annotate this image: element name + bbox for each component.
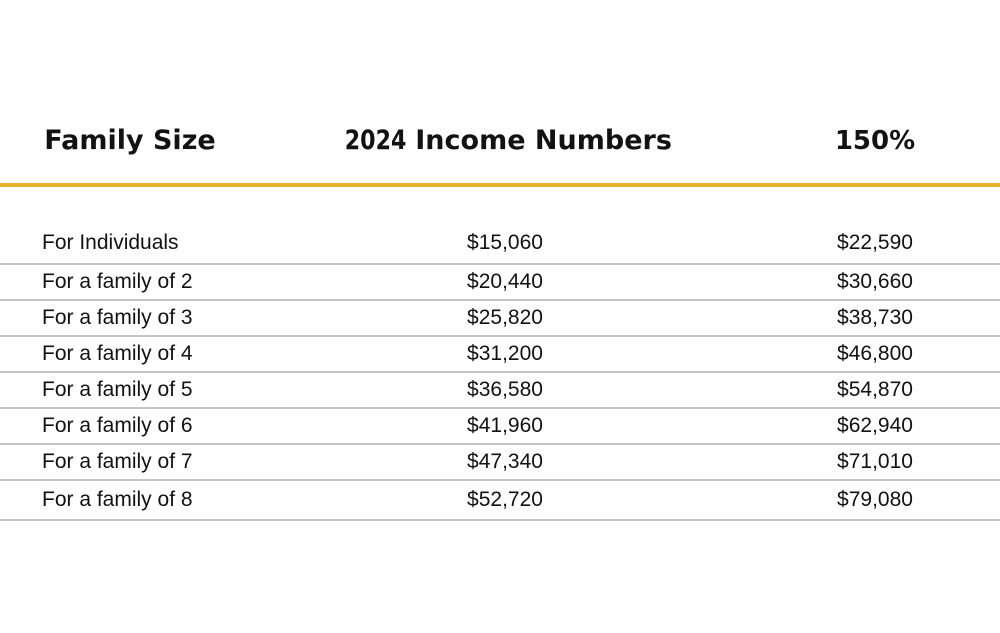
table-header-row xyxy=(0,0,1000,183)
income-2024-value: $31,200 xyxy=(467,342,543,366)
table-row xyxy=(0,187,1000,265)
row-label: For a family of 4 xyxy=(42,342,193,366)
income-2024-value: $52,720 xyxy=(467,488,543,512)
pct-150-value: $38,730 xyxy=(837,306,913,330)
income-2024-value: $20,440 xyxy=(467,270,543,294)
row-label: For a family of 8 xyxy=(42,488,193,512)
header-income-label: Income Numbers xyxy=(415,124,672,156)
pct-150-value: $46,800 xyxy=(837,342,913,366)
row-label: For a family of 7 xyxy=(42,450,193,474)
income-2024-value: $41,960 xyxy=(467,414,543,438)
table-row xyxy=(0,445,1000,481)
income-2024-value: $36,580 xyxy=(467,378,543,402)
pct-150-value: $71,010 xyxy=(837,450,913,474)
pct-150-value: $54,870 xyxy=(837,378,913,402)
income-2024-value: $47,340 xyxy=(467,450,543,474)
row-label: For a family of 2 xyxy=(42,270,193,294)
row-label: For a family of 3 xyxy=(42,306,193,330)
income-2024-value: $15,060 xyxy=(467,230,543,254)
column-header-income-numbers xyxy=(260,124,750,183)
pct-150-value: $22,590 xyxy=(837,230,913,254)
table-row xyxy=(0,337,1000,373)
table-row xyxy=(0,265,1000,301)
table-row xyxy=(0,373,1000,409)
row-label: For a family of 6 xyxy=(42,414,193,438)
column-header-family-size: Family Size xyxy=(44,124,216,156)
row-label: For Individuals xyxy=(42,230,179,254)
table-row xyxy=(0,481,1000,521)
row-label: For a family of 5 xyxy=(42,378,193,402)
pct-150-value: $30,660 xyxy=(837,270,913,294)
table-row xyxy=(0,409,1000,445)
pct-150-value: $62,940 xyxy=(837,414,913,438)
column-header-150-percent: 150% xyxy=(834,125,916,156)
pct-150-value: $79,080 xyxy=(837,488,913,512)
table-row xyxy=(0,301,1000,337)
header-year-prefix: 2024 xyxy=(344,124,407,156)
income-2024-value: $25,820 xyxy=(467,306,543,330)
